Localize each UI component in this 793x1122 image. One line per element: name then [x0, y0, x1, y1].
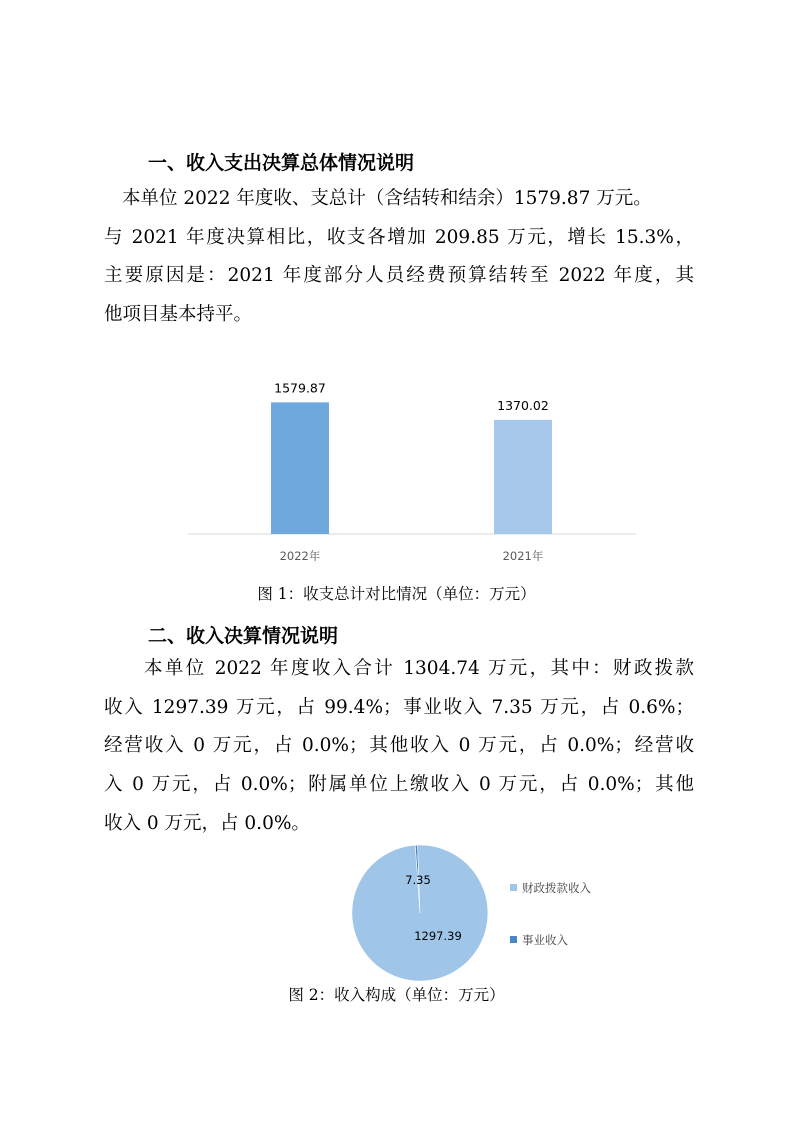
section-heading-1: 一、收入支出决算总体情况说明: [148, 152, 415, 174]
section-2-paragraph: [104, 650, 694, 844]
paragraph-line: 本单位 2022 年度收入合计 1304.74 万元，其中：财政拨款: [144, 658, 694, 679]
paragraph-line: 他项目基本持平。: [104, 304, 253, 326]
legend-swatch: [510, 936, 517, 943]
bar-value-label: 1579.87: [274, 380, 326, 396]
pie-value-label: 1297.39: [414, 929, 462, 943]
paragraph-line: 入 0 万元，占 0.0%；附属单位上缴收入 0 万元，占 0.0%；其他: [104, 774, 694, 796]
paragraph-line: 收入 1297.39 万元，占 99.4%；事业收入 7.35 万元，占 0.6%；: [104, 696, 694, 718]
pie-slice-财政拨款收入: [350, 843, 491, 984]
legend-label: 财政拨款收入: [522, 881, 591, 895]
legend-label: 事业收入: [522, 933, 568, 947]
paragraph-line: 主要原因是：2021 年度部分人员经费预算结转至 2022 年度，其: [104, 265, 694, 287]
paragraph-line: 经营收入 0 万元，占 0.0%；其他收入 0 万元，占 0.0%；经营收: [104, 735, 694, 757]
pie-chart: [340, 836, 500, 986]
legend-swatch: [510, 884, 517, 891]
paragraph-line: 收入 0 万元，占 0.0%。: [104, 812, 310, 834]
x-tick-label: 2022年: [279, 549, 321, 563]
legend-item-fiscal: [510, 880, 591, 896]
legend-item-business: [510, 932, 568, 948]
figure-1-caption: 图 1：收支总计对比情况（单位：万元）: [257, 585, 536, 603]
paragraph-line: 本单位 2022 年度收、支总计（含结转和结余）1579.87 万元。: [122, 188, 652, 209]
paragraph-line: 与 2021 年度决算相比，收支各增加 209.85 万元，增长 15.3%，: [104, 226, 694, 248]
section-heading-2: 二、收入决算情况说明: [148, 625, 339, 647]
pie-value-label: 7.35: [405, 873, 431, 887]
figure-2-caption: 图 2：收入构成（单位：万元）: [288, 986, 505, 1004]
bar-2021年: [494, 420, 552, 534]
x-tick-label: 2021年: [502, 549, 544, 563]
bar-value-label: 1370.02: [497, 397, 549, 413]
bar-2022年: [271, 402, 329, 534]
